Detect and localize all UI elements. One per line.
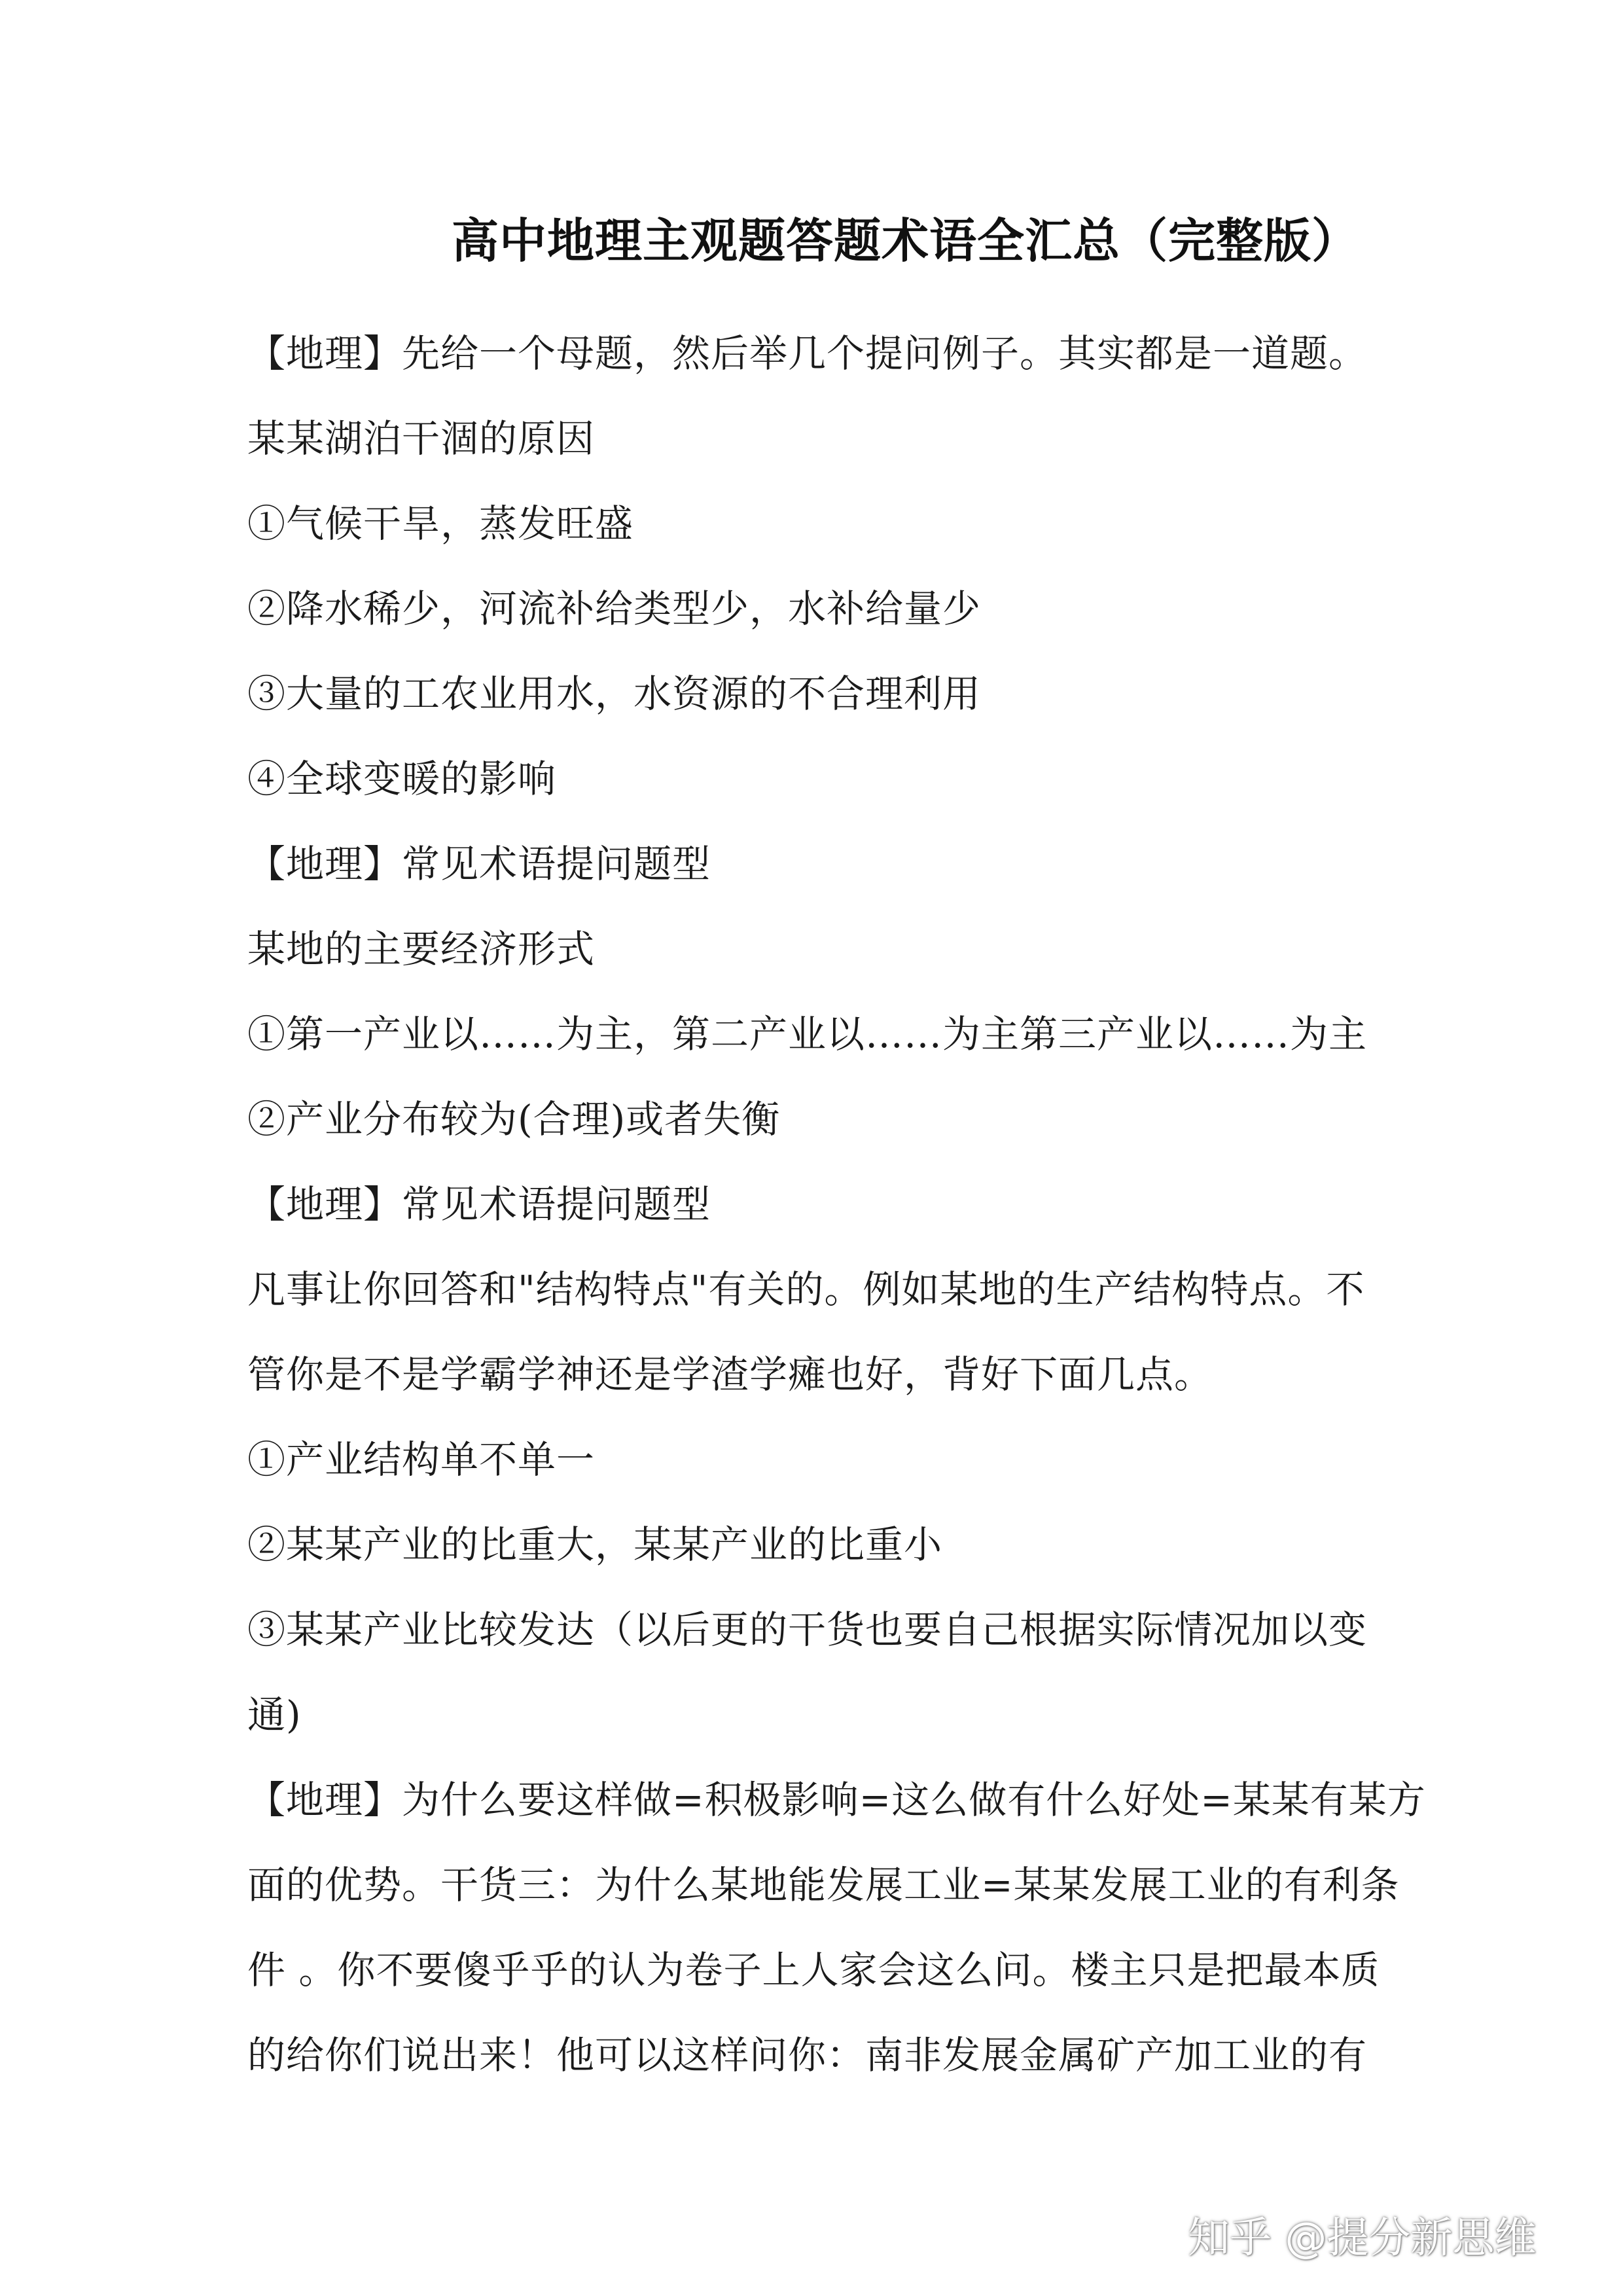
text-line: ①产业结构单不单一 bbox=[247, 1437, 596, 1482]
text-line: ②降水稀少，河流补给类型少，水补给量少 bbox=[247, 586, 982, 631]
text-line: 【地理】先给一个母题，然后举几个提问例子。其实都是一道题。 bbox=[247, 331, 1368, 376]
text-line: 的给你们说出来！他可以这样问你：南非发展金属矿产加工业的有 bbox=[247, 2033, 1368, 2077]
text-line: 某某湖泊干涸的原因 bbox=[247, 416, 596, 461]
text-line: 【地理】常见术语提问题型 bbox=[247, 1182, 711, 1227]
watermark: 知乎 @提分新思维 bbox=[1188, 2214, 1537, 2263]
text-line: 通) bbox=[247, 1693, 302, 1737]
text-line: ②某某产业的比重大，某某产业的比重小 bbox=[247, 1522, 943, 1567]
text-line: 某地的主要经济形式 bbox=[247, 927, 596, 971]
text-line: 凡事让你回答和"结构特点"有关的。例如某地的生产结构特点。不 bbox=[247, 1267, 1365, 1312]
text-line: 面的优势。干货三：为什么某地能发展工业=某某发展工业的有利条 bbox=[247, 1863, 1400, 1907]
text-line: ①第一产业以……为主，第二产业以……为主第三产业以……为主 bbox=[247, 1012, 1368, 1056]
text-line: ①气候干旱，蒸发旺盛 bbox=[247, 501, 634, 546]
text-line: 【地理】常见术语提问题型 bbox=[247, 842, 711, 886]
text-line: 管你是不是学霸学神还是学渣学瘫也好，背好下面几点。 bbox=[247, 1352, 1213, 1397]
text-line: ④全球变暖的影响 bbox=[247, 757, 557, 801]
text-line: ②产业分布较为(合理)或者失衡 bbox=[247, 1097, 781, 1141]
text-line: ③大量的工农业用水，水资源的不合理利用 bbox=[247, 672, 982, 716]
text-line: ③某某产业比较发达（以后更的干货也要自己根据实际情况加以变 bbox=[247, 1607, 1368, 1652]
text-line: 件 。你不要傻乎乎的认为卷子上人家会这么问。楼主只是把最本质 bbox=[247, 1948, 1380, 1992]
text-line: 【地理】为什么要这样做=积极影响=这么做有什么好处=某某有某方 bbox=[247, 1778, 1426, 1822]
document-title: 高中地理主观题答题术语全汇总（完整版） bbox=[452, 213, 1360, 268]
